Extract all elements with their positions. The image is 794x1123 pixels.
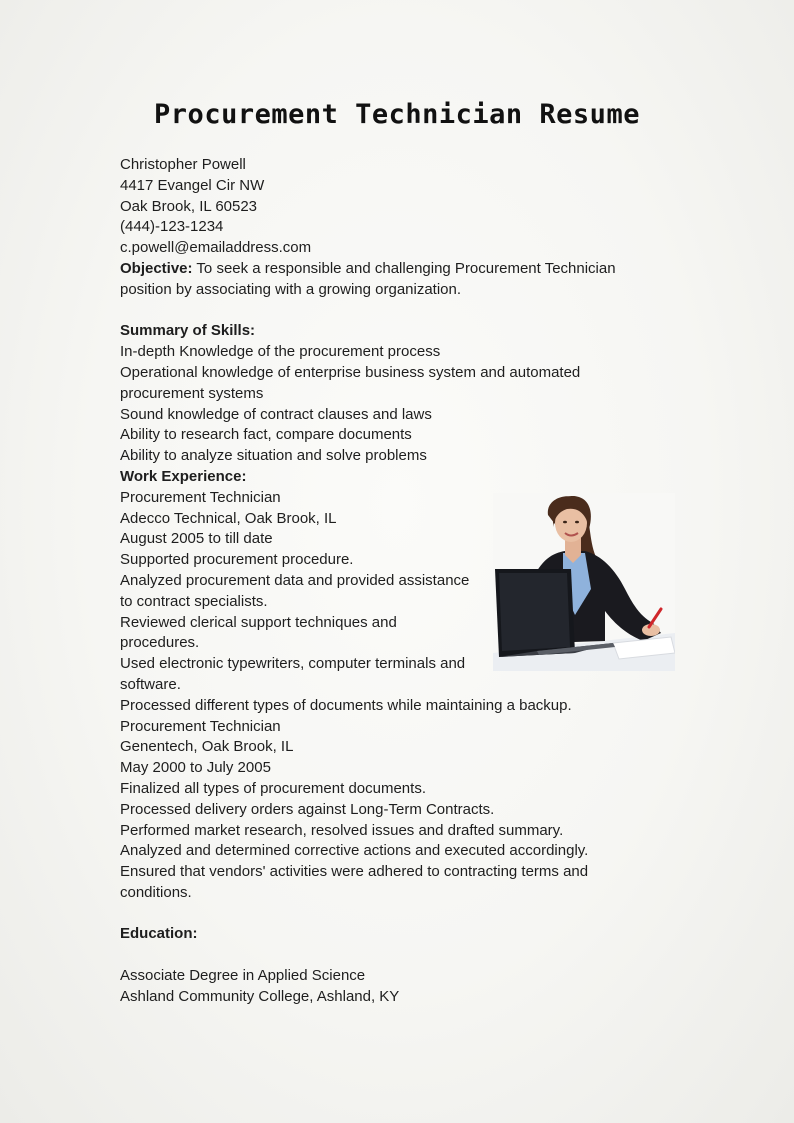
section-spacer (120, 945, 680, 966)
skill-item: Sound knowledge of contract clauses and laws (120, 405, 432, 423)
woman-at-laptop-photo (493, 493, 675, 671)
job1-duty: Reviewed clerical support techniques and (120, 613, 397, 631)
section-spacer (120, 904, 680, 925)
job1-dates: August 2005 to till date (120, 530, 273, 548)
job1-duty: Supported procurement procedure. (120, 551, 354, 569)
job1-duty: software. (120, 675, 181, 693)
job1-duty: Processed different types of documents while maintaining a backup. (120, 696, 572, 714)
contact-city: Oak Brook, IL 60523 (120, 197, 258, 215)
resume-title: Procurement Technician Resume (154, 99, 640, 130)
job1-title: Procurement Technician (120, 488, 281, 506)
job2-duty: Finalized all types of procurement documents. (120, 779, 426, 797)
job1-company: Adecco Technical, Oak Brook, IL (120, 509, 337, 527)
contact-phone: (444)-123-1234 (120, 218, 224, 236)
education-degree: Associate Degree in Applied Science (120, 967, 366, 985)
contact-name: Christopher Powell (120, 156, 246, 173)
job1-duty: to contract specialists. (120, 592, 268, 610)
job2-duty: Processed delivery orders against Long-Term Contracts. (120, 800, 495, 818)
job2-duty: Analyzed and determined corrective actions and executed accordingly. (120, 842, 589, 860)
skills-heading: Summary of Skills: (120, 322, 256, 340)
experience-heading: Work Experience: (120, 467, 247, 485)
education-school: Ashland Community College, Ashland, KY (120, 987, 400, 1005)
skill-item: Operational knowledge of enterprise business system and automated (120, 363, 581, 381)
photo-illustration (493, 493, 675, 671)
job2-company: Genentech, Oak Brook, IL (120, 738, 294, 756)
objective-label: Objective: (120, 259, 193, 277)
job1-duty: procedures. (120, 634, 200, 652)
objective-text: To seek a responsible and challenging Procurement Technician (192, 259, 616, 277)
job1-duty: Used electronic typewriters, computer terminals and (120, 655, 466, 673)
objective-text-continued: position by associating with a growing organization. (120, 280, 462, 298)
job2-title: Procurement Technician (120, 717, 281, 735)
job2-duty: Ensured that vendors' activities were adhered to contracting terms and (120, 863, 589, 881)
job2-duty: Performed market research, resolved issues and drafted summary. (120, 821, 564, 839)
skill-item: Ability to research fact, compare documents (120, 426, 412, 444)
skill-item: procurement systems (120, 384, 264, 402)
job1-duty: Analyzed procurement data and provided assistance (120, 571, 470, 589)
contact-address: 4417 Evangel Cir NW (120, 176, 265, 194)
objective-line (120, 259, 680, 280)
job2-duty: conditions. (120, 883, 192, 901)
job2-dates: May 2000 to July 2005 (120, 759, 271, 777)
education-heading: Education: (120, 925, 198, 943)
contact-email: c.powell@emailaddress.com (120, 239, 312, 257)
skill-item: In-depth Knowledge of the procurement process (120, 343, 441, 361)
section-spacer (120, 301, 680, 322)
skill-item: Ability to analyze situation and solve problems (120, 447, 427, 465)
